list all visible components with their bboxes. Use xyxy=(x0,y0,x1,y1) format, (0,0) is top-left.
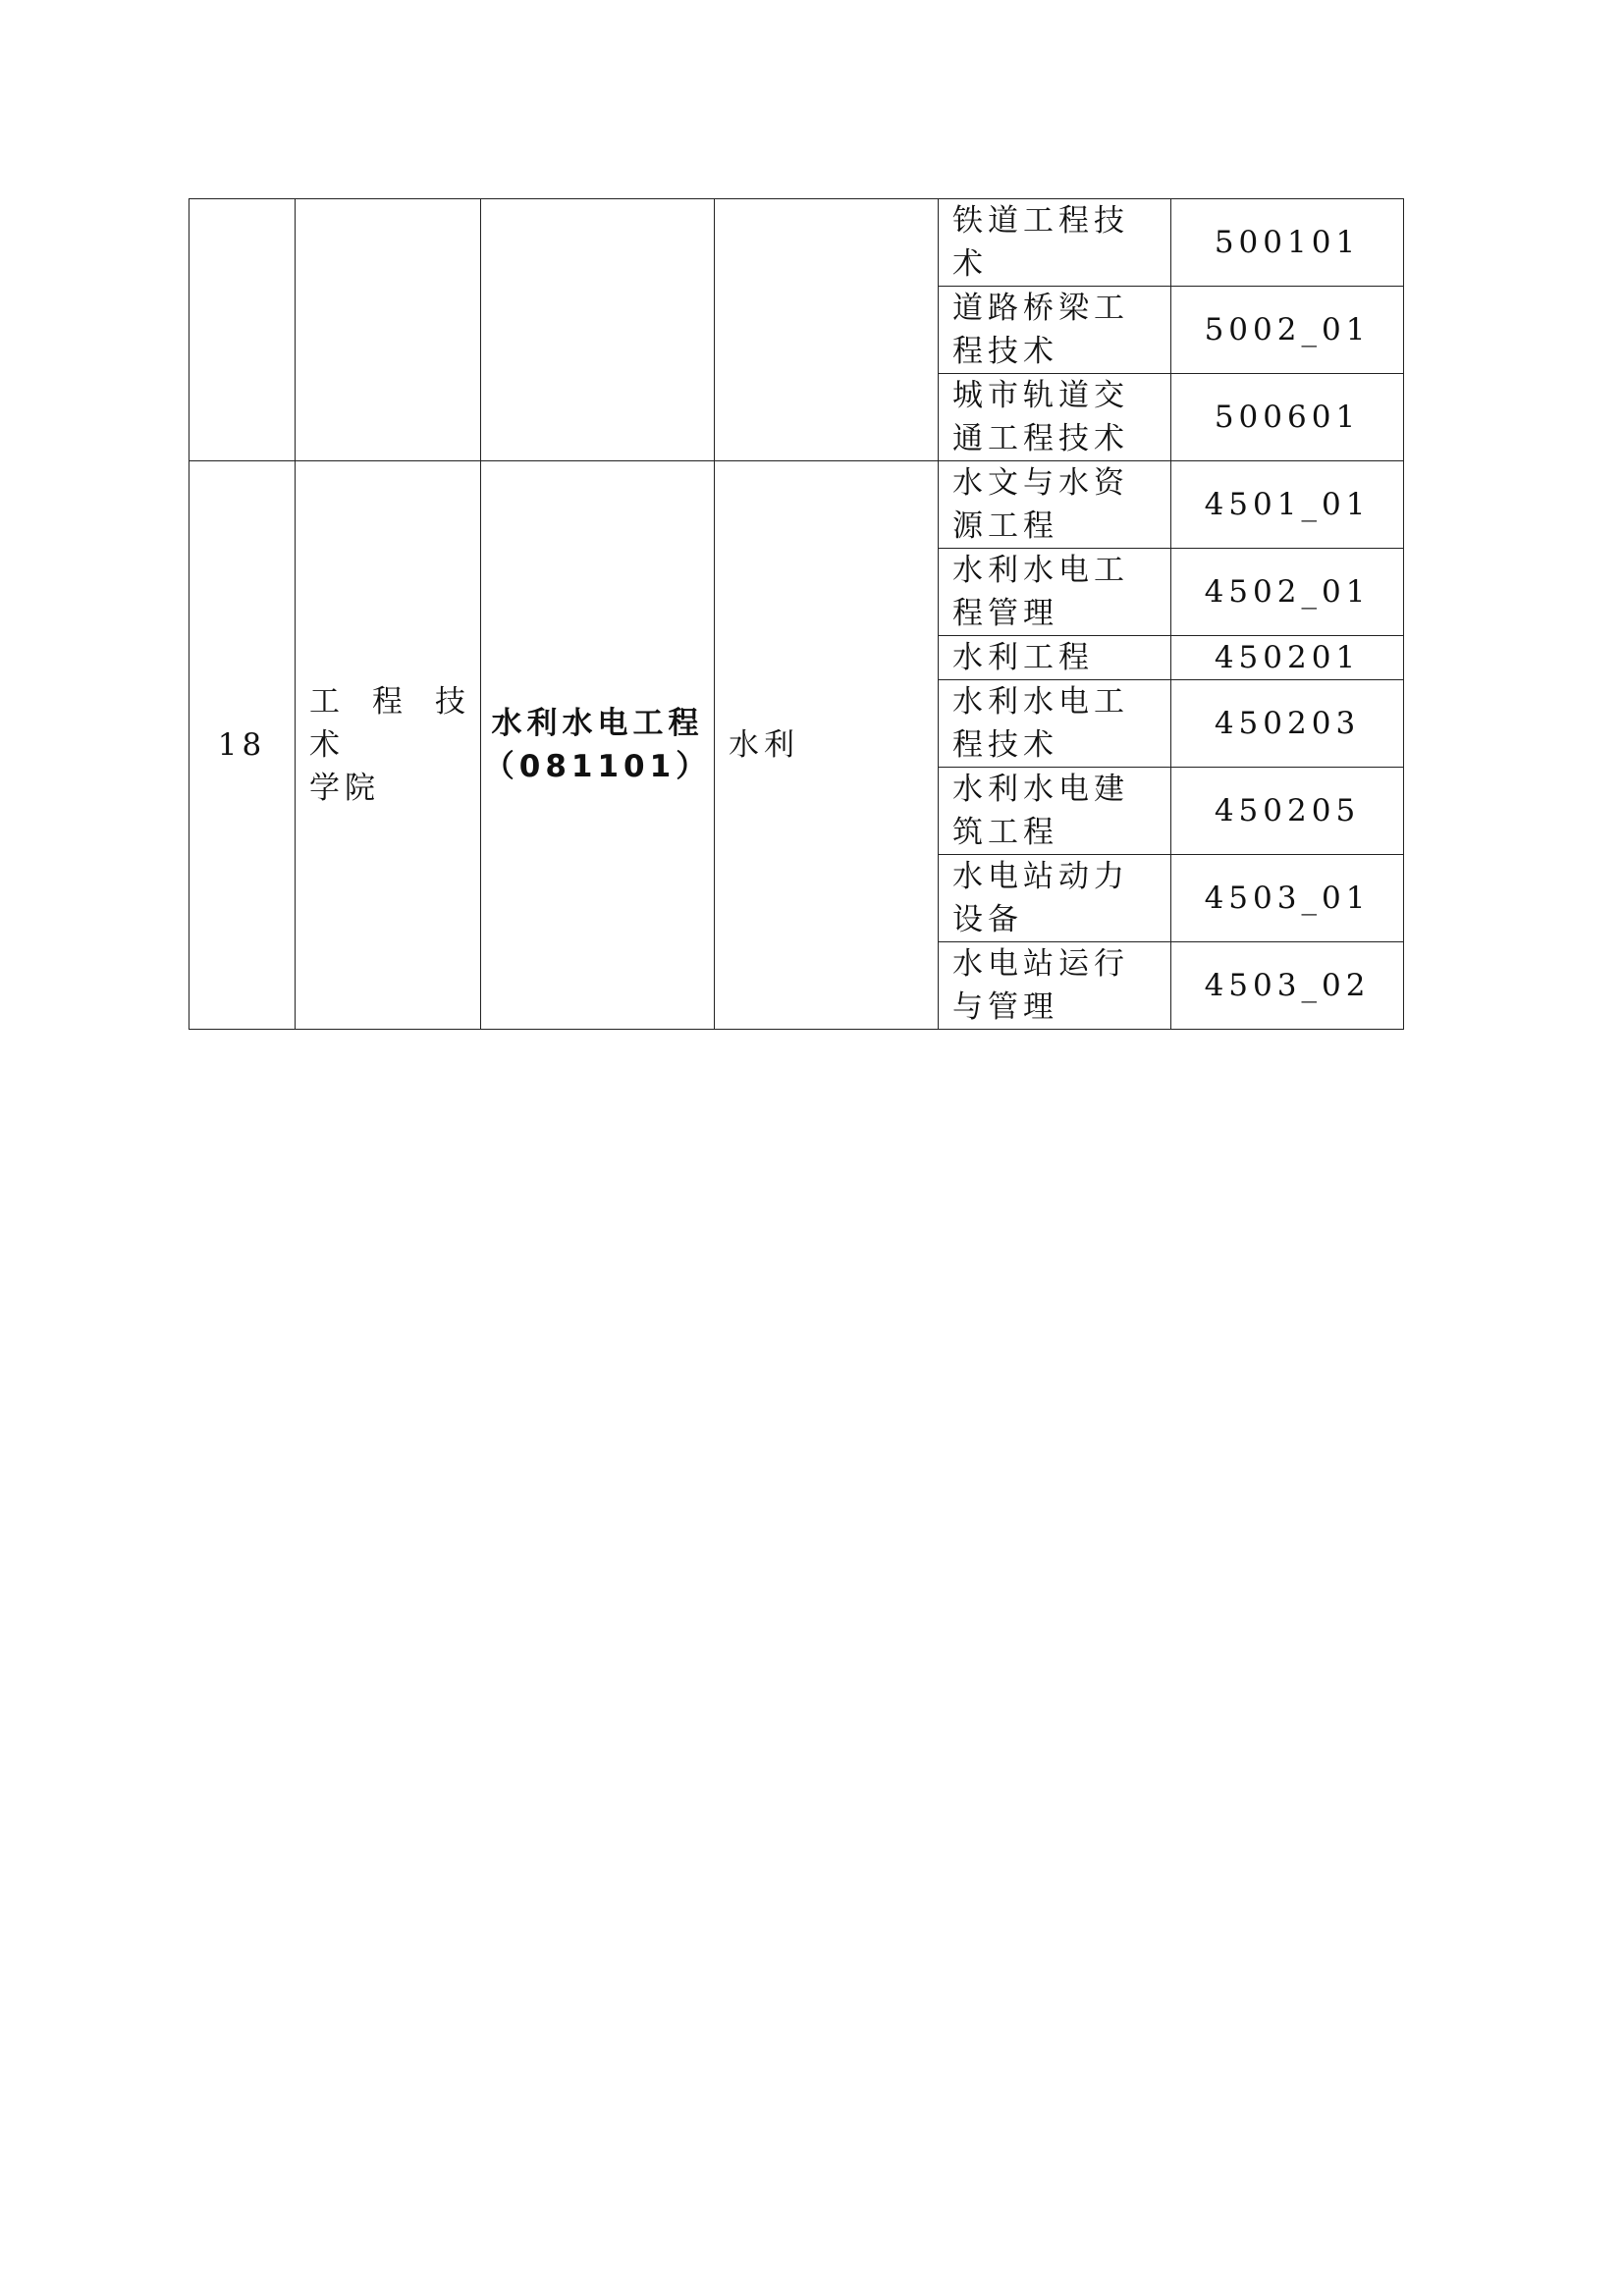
major-name: 水利水电工程 xyxy=(491,706,704,741)
major-code: （081101） xyxy=(483,749,712,784)
vocational-major-cell: 水利水电工程管理 xyxy=(939,549,1171,636)
table-row xyxy=(189,199,1404,287)
vocational-major-cell: 水文与水资源工程 xyxy=(939,461,1171,549)
college-cell xyxy=(296,461,481,1030)
table-row xyxy=(189,461,1404,549)
major-cell-empty xyxy=(481,199,715,461)
major-mapping-table xyxy=(189,198,1404,1030)
college-line-2: 学院 xyxy=(309,771,380,806)
row-number-cell: 18 xyxy=(189,461,296,1030)
vocational-code-cell: 4503_02 xyxy=(1171,942,1404,1030)
vocational-code-cell: 450201 xyxy=(1171,636,1404,680)
college-cell-empty xyxy=(296,199,481,461)
vocational-major-cell: 水电站动力设备 xyxy=(939,855,1171,942)
vocational-major-cell: 道路桥梁工程技术 xyxy=(939,287,1171,374)
vocational-code-cell: 4503_01 xyxy=(1171,855,1404,942)
vocational-code-cell: 500601 xyxy=(1171,374,1404,461)
vocational-code-cell: 5002_01 xyxy=(1171,287,1404,374)
vocational-major-cell: 水利工程 xyxy=(939,636,1171,680)
undergrad-major-cell xyxy=(481,461,715,1030)
college-line-1: 工 程 技 术 xyxy=(309,684,470,763)
category-cell-empty xyxy=(715,199,939,461)
vocational-major-cell: 水电站运行与管理 xyxy=(939,942,1171,1030)
vocational-major-cell: 城市轨道交通工程技术 xyxy=(939,374,1171,461)
vocational-code-cell: 450205 xyxy=(1171,768,1404,855)
vocational-code-cell: 500101 xyxy=(1171,199,1404,287)
vocational-major-cell: 铁道工程技术 xyxy=(939,199,1171,287)
vocational-major-cell: 水利水电工程技术 xyxy=(939,680,1171,768)
vocational-code-cell: 4502_01 xyxy=(1171,549,1404,636)
no-cell-empty xyxy=(189,199,296,461)
category-cell: 水利 xyxy=(715,461,939,1030)
vocational-major-cell: 水利水电建筑工程 xyxy=(939,768,1171,855)
vocational-code-cell: 4501_01 xyxy=(1171,461,1404,549)
vocational-code-cell: 450203 xyxy=(1171,680,1404,768)
